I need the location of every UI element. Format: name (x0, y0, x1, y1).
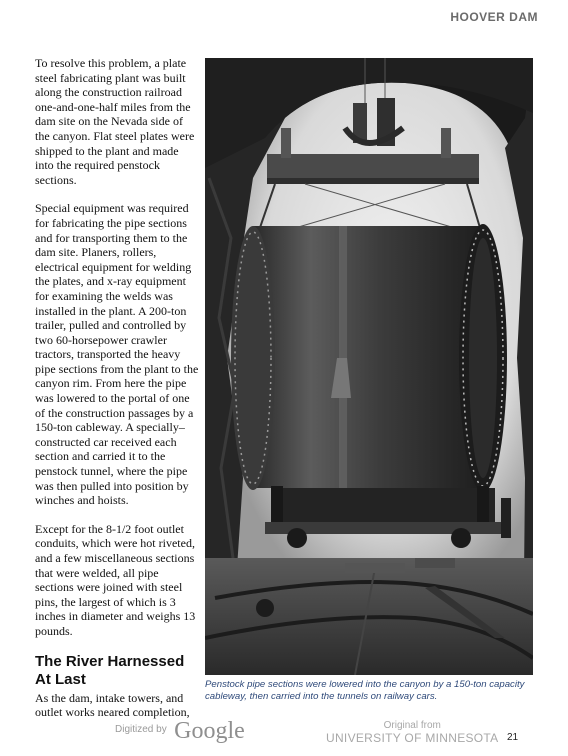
page-number: 21 (507, 732, 519, 743)
original-source: UNIVERSITY OF MINNESOTA (326, 731, 499, 745)
section-paragraph: As the dam, intake towers, and outlet works neared completion, (35, 690, 190, 720)
original-label: Original from (383, 720, 441, 731)
figure-caption: Penstock pipe sections were lowered into the canyon by a 150-ton capacity cableway, then carried into the tunnels on railway cars. (205, 679, 525, 702)
paragraph-3: Except for the 8-1/2 foot outlet conduits, which were hot riveted, and a few miscellaneous sections that were welded, all pipe sections were joined with steel pins, the largest of which is 3 inches in diameter and weighs 13 pounds. (35, 521, 196, 638)
google-logo: Google (174, 718, 245, 744)
paragraph-2: Special equipment was required for fabricating the pipe sections and for transporting them to the dam site. Planers, rollers, electrical equipment for welding the plates, and x-ray equipment for examining the welds was installed in the plant. A 200-ton trailer, pulled and controlled by two 60-horsepower crawler tractors, transported the heavy pipe sections from the plant to the canyon rim. From here the pipe was lowered to the portal of one of the construction passages by a 150-ton cableway. A specially–constructed car received each section and carried it to the penstock tunnel, where the pipe was then pulled into position by winches and hoists. (35, 201, 199, 508)
paragraph-1: To resolve this problem, a plate steel fabricating plant was built along the construction railroad one-and-one-half miles from the dam site on the Nevada side of the canyon. Flat steel plates were shipped to the plant and made into the required penstock sections. (35, 56, 195, 187)
body-text-column (35, 56, 200, 734)
running-title: HOOVER DAM (450, 10, 538, 24)
digitized-label: Digitized by (115, 724, 167, 735)
penstock-photograph (205, 58, 533, 675)
original-from-watermark (326, 720, 498, 745)
digitized-by-watermark (115, 718, 245, 745)
section-heading: The River Harnessed At Last (35, 652, 185, 688)
